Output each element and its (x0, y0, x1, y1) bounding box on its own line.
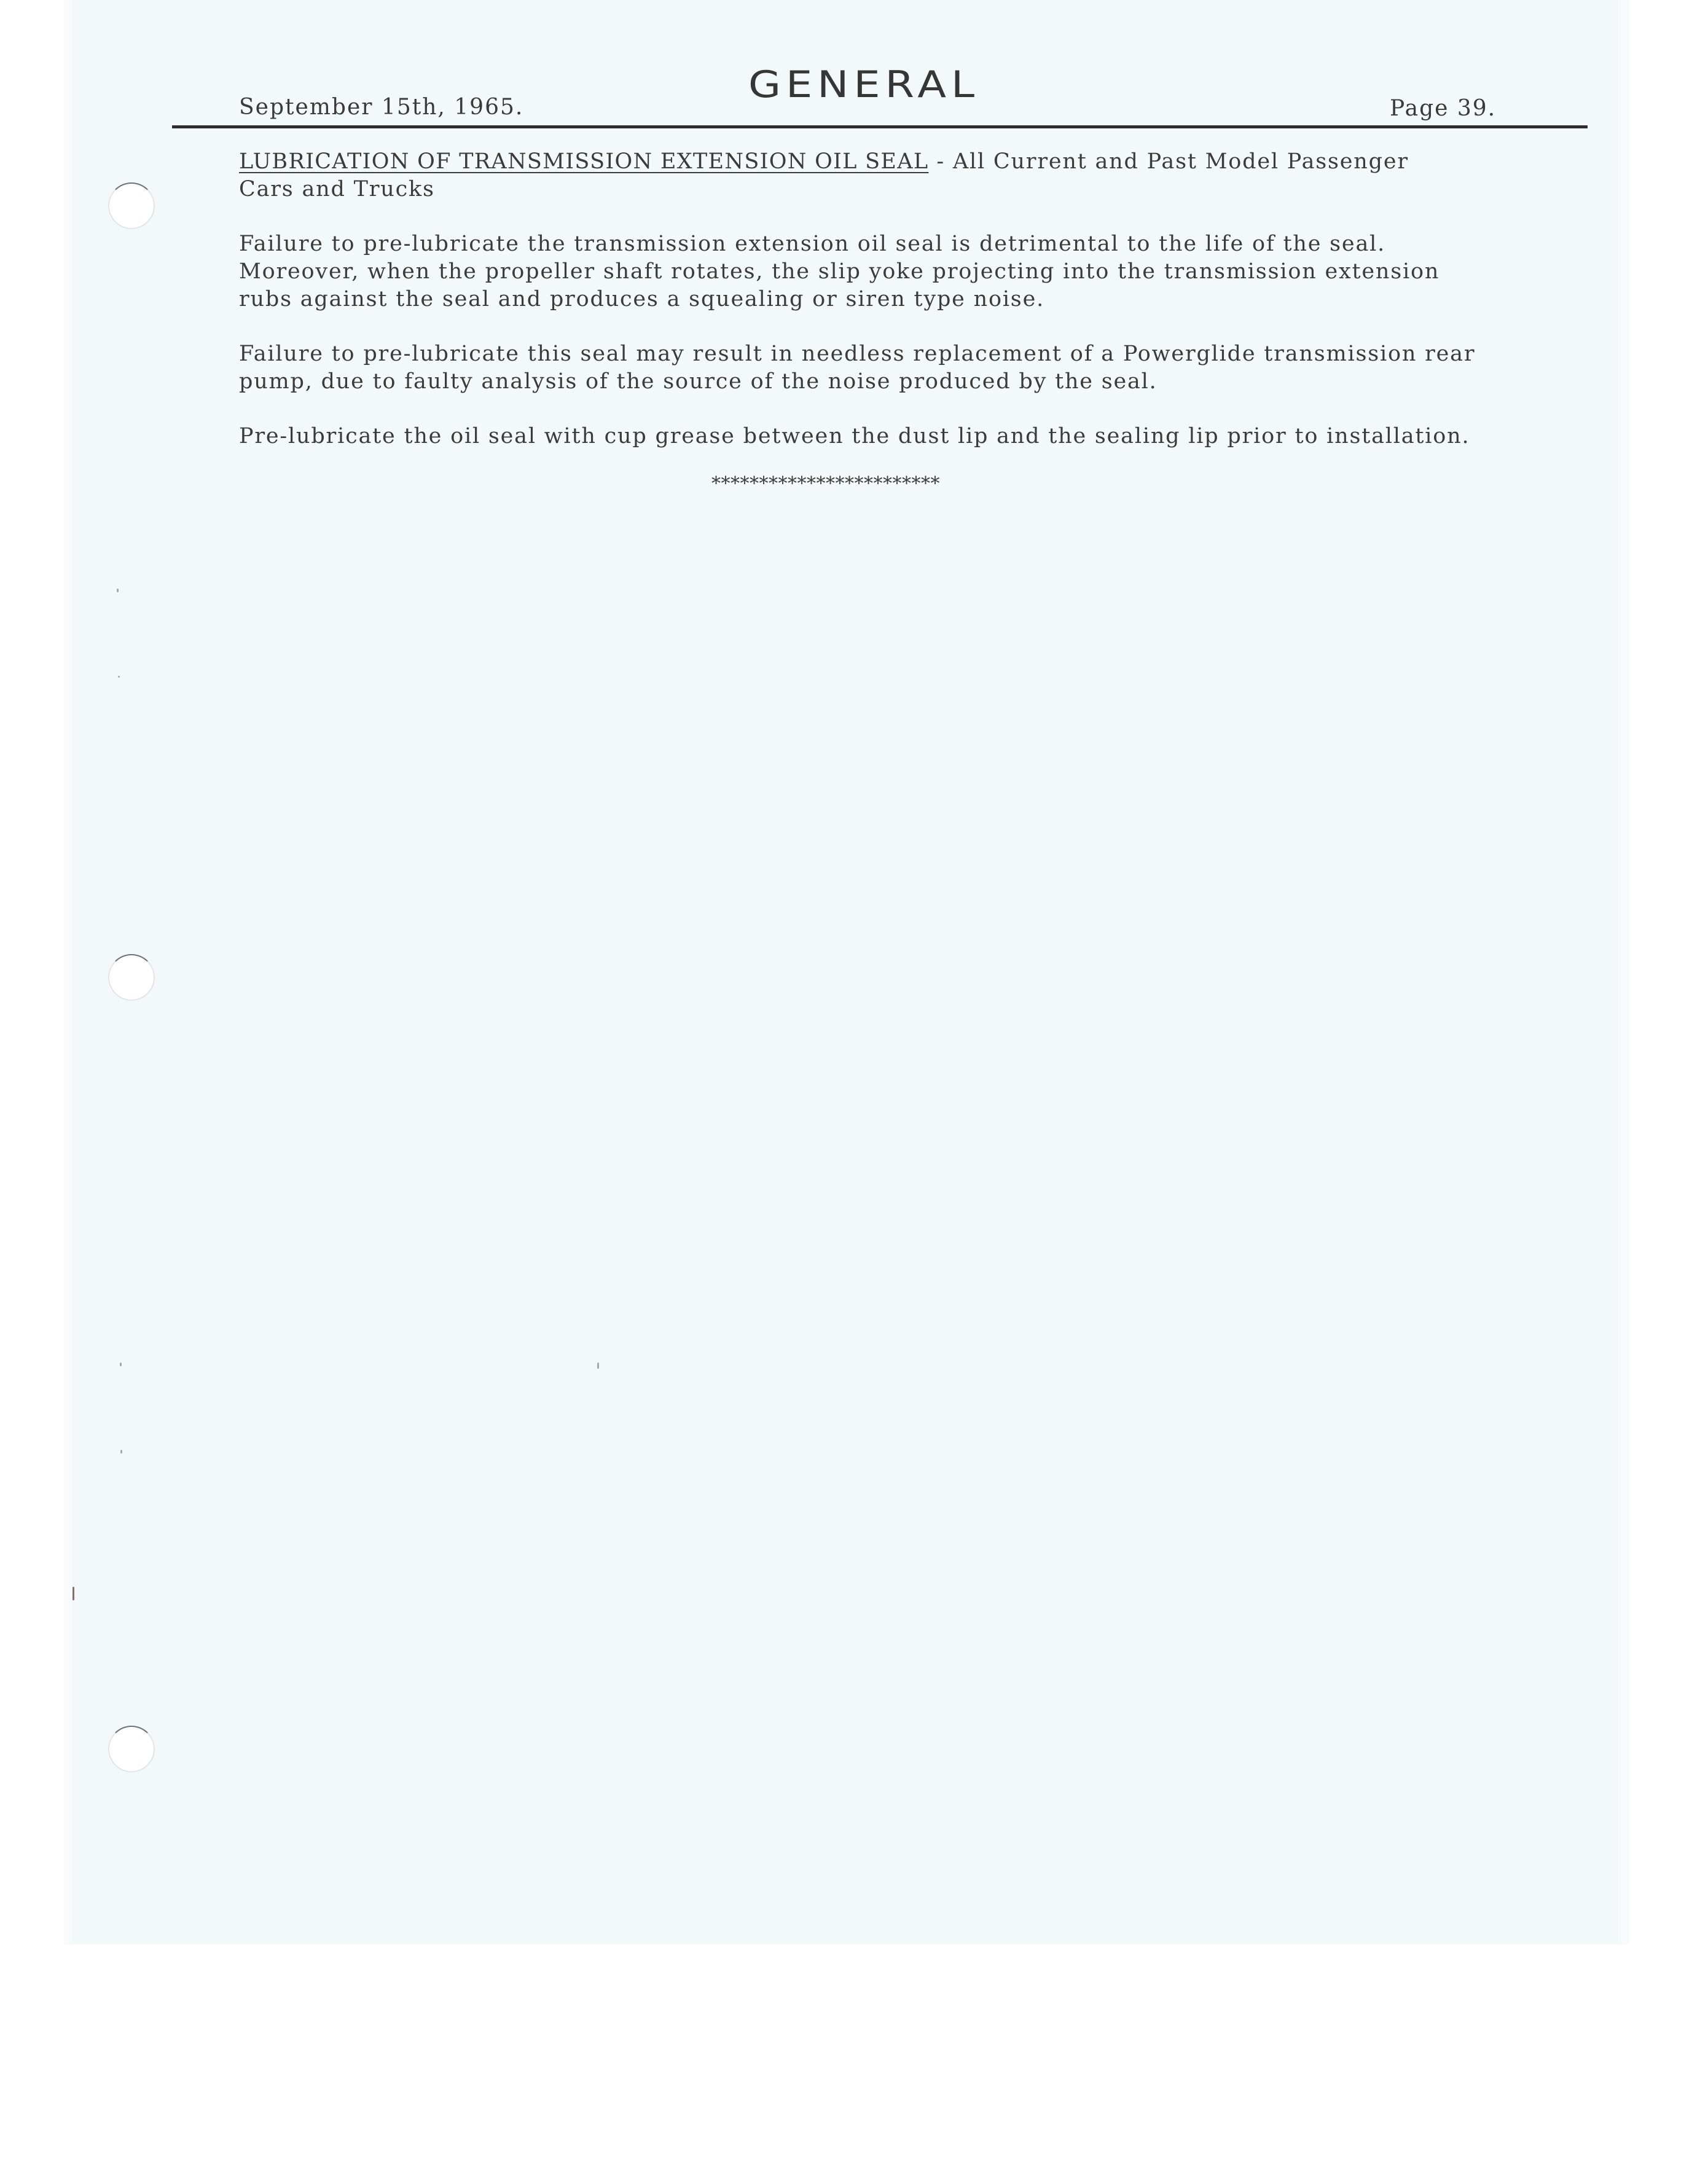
article-subtitle-continued: Cars and Trucks (239, 177, 435, 202)
scan-speck (72, 1587, 74, 1600)
binder-hole (108, 954, 155, 1001)
binder-hole (108, 182, 155, 229)
paragraph: Pre-lubricate the oil seal with cup grease between the dust lip and the sealing lip prior to installation. (239, 424, 1470, 448)
binder-hole (108, 1726, 155, 1772)
header-date: September 15th, 1965. (239, 95, 524, 120)
article-heading: LUBRICATION OF TRANSMISSION EXTENSION OIL SEAL (239, 149, 929, 174)
scan-speck (118, 676, 120, 678)
article-subtitle: All Current and Past Model Passenger (952, 149, 1409, 174)
bulletin-body (239, 148, 1542, 498)
scan-speck (597, 1363, 599, 1369)
paragraph: Failure to pre-lubricate the transmission extension oil seal is detrimental to the life of the seal. Moreover, when the propeller shaft rotates, the slip yoke projecting into the transmission extension rubs against the seal and produces a squealing or siren type noise. (239, 232, 1440, 311)
article-heading-line (239, 148, 1542, 176)
header-rule (172, 125, 1588, 128)
scan-speck (117, 589, 119, 592)
heading-dash: - (928, 149, 953, 174)
paragraph: Failure to pre-lubricate this seal may result in needless replacement of a Powerglide transmission rear pump, due to faulty analysis of the source of the noise produced by the seal. (239, 342, 1476, 394)
end-separator: ************************ (711, 473, 940, 495)
header-title: GENERAL (748, 63, 980, 106)
scan-speck (120, 1450, 122, 1454)
header-page-number: Page 39. (1390, 96, 1497, 121)
scan-speck (120, 1363, 122, 1366)
